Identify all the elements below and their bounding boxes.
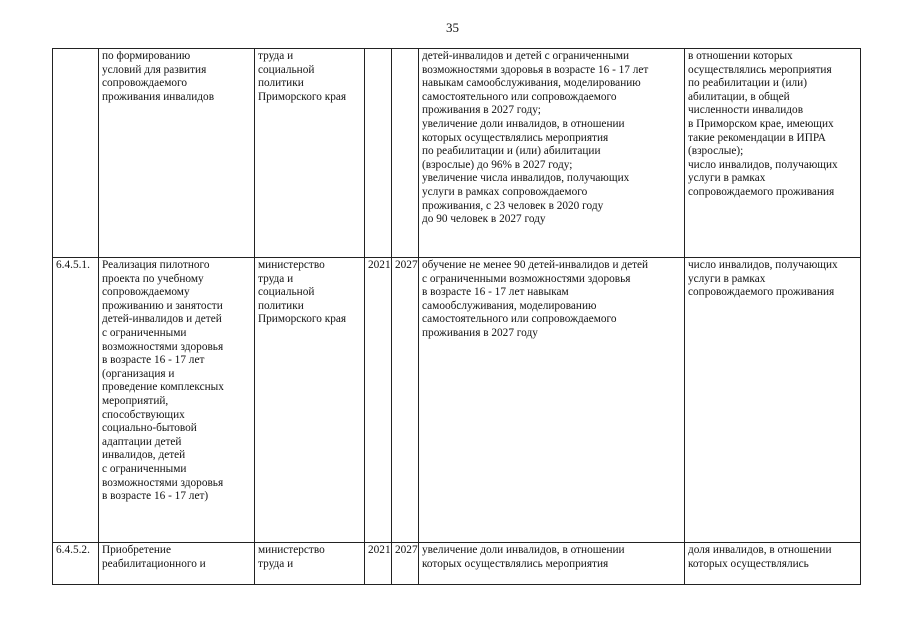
expected-result-cell: детей-инвалидов и детей с ограниченными возможностями здоровья в возрасте 16 - 17 лет навыкам самообслуживания, моделированию самостоятельного или сопровождаемого проживания в 2027 году; увеличение доли инвалидов, в отношении которых осуществлялись мероприятия по реабилитации и (или) абилитации (взрослые) до 96% в 2027 году; увеличение числа инвалидов, получающих услуги в рамках сопровождаемого проживания, с 23 человек в 2020 году до 90 человек в 2027 году: [419, 49, 685, 258]
indicator-cell: доля инвалидов, в отношении которых осуществлялись: [685, 543, 861, 585]
end-year-cell: [392, 49, 419, 258]
executor-cell: министерство труда и социальной политики Приморского края: [255, 258, 365, 543]
start-year-cell: 2021: [365, 258, 392, 543]
item-number-cell: 6.4.5.2.: [53, 543, 99, 585]
indicator-cell: в отношении которых осуществлялись мероприятия по реабилитации и (или) абилитации, в общей численности инвалидов в Приморском крае, имеющих такие рекомендации в ИПРА (взрослые); число инвалидов, получающих услуги в рамках сопровождаемого проживания: [685, 49, 861, 258]
program-activities-table: [52, 48, 861, 585]
expected-result-cell: увеличение доли инвалидов, в отношении которых осуществлялись мероприятия: [419, 543, 685, 585]
start-year-cell: 2021: [365, 543, 392, 585]
page-number: 35: [446, 20, 459, 35]
table-row: [53, 49, 861, 258]
item-number-cell: [53, 49, 99, 258]
executor-cell: министерство труда и: [255, 543, 365, 585]
table-row: [53, 258, 861, 543]
end-year-cell: 2027: [392, 258, 419, 543]
executor-cell: труда и социальной политики Приморского края: [255, 49, 365, 258]
item-number-cell: 6.4.5.1.: [53, 258, 99, 543]
activity-name-cell: Приобретение реабилитационного и: [99, 543, 255, 585]
expected-result-cell: обучение не менее 90 детей-инвалидов и детей с ограниченными возможностями здоровья в возрасте 16 - 17 лет навыкам самообслуживания, моделированию самостоятельного или сопровождаемого проживания в 2027 году: [419, 258, 685, 543]
activity-name-cell: Реализация пилотного проекта по учебному сопровождаемому проживанию и занятости детей-инвалидов и детей с ограниченными возможностями здоровья в возрасте 16 - 17 лет (организация и проведение комплексных мероприятий, способствующих социально-бытовой адаптации детей инвалидов, детей с ограниченными возможностями здоровья в возрасте 16 - 17 лет): [99, 258, 255, 543]
end-year-cell: 2027: [392, 543, 419, 585]
indicator-cell: число инвалидов, получающих услуги в рамках сопровождаемого проживания: [685, 258, 861, 543]
start-year-cell: [365, 49, 392, 258]
table-row: [53, 543, 861, 585]
activity-name-cell: по формированию условий для развития сопровождаемого проживания инвалидов: [99, 49, 255, 258]
